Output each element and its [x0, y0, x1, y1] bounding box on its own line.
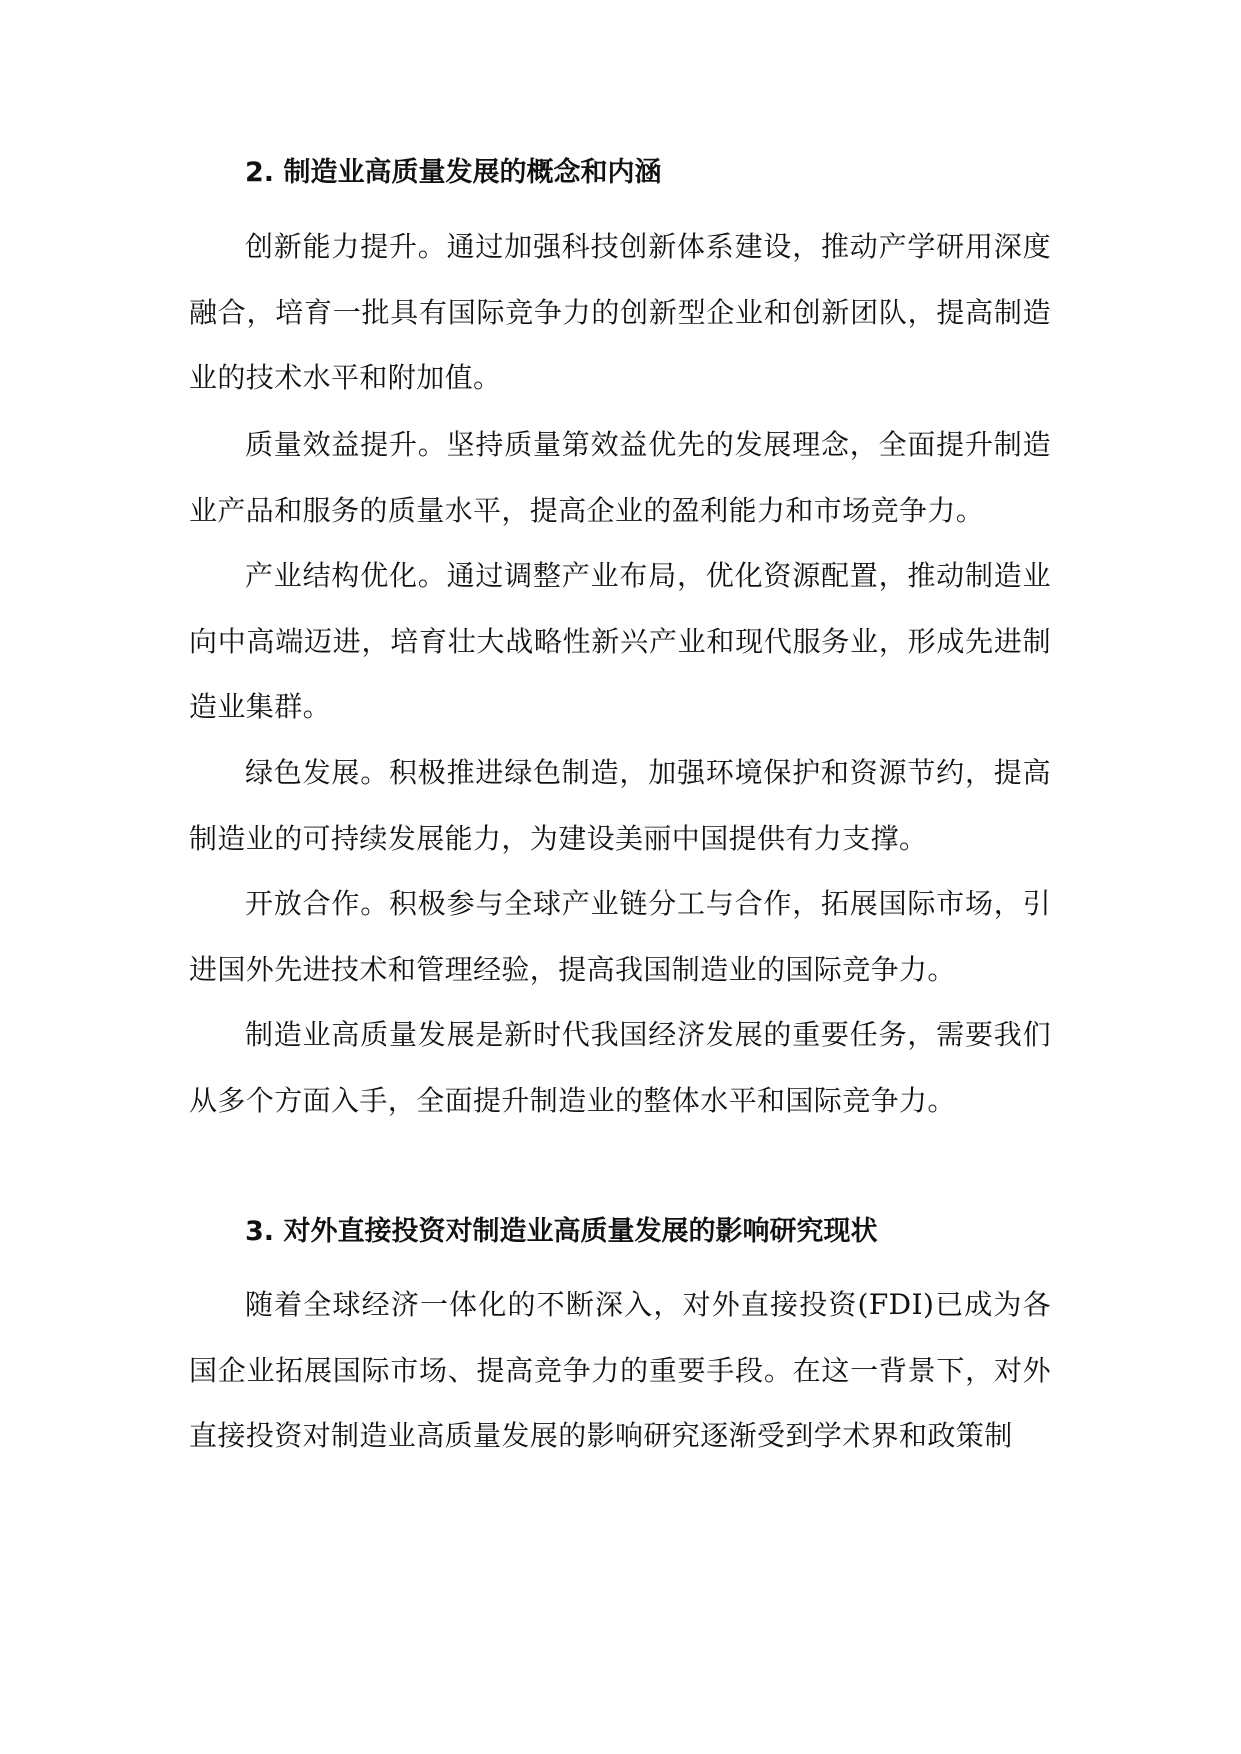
- section-2-heading: 2. 制造业高质量发展的概念和内涵: [245, 157, 662, 188]
- paragraph-industrial-structure: 产业结构优化。通过调整产业布局，优化资源配置，推动制造业向中高端迈进，培育壮大战略性新兴产业和现代服务业，形成先进制造业集群。: [189, 559, 1051, 724]
- paragraph-open-cooperation: 开放合作。积极参与全球产业链分工与合作，拓展国际市场，引进国外先进技术和管理经验，提高我国制造业的国际竞争力。: [189, 887, 1051, 986]
- paragraph-green-development: 绿色发展。积极推进绿色制造，加强环境保护和资源节约，提高制造业的可持续发展能力，为建设美丽中国提供有力支撑。: [189, 756, 1051, 855]
- document-page: [189, 0, 1051, 1754]
- paragraph-summary: 制造业高质量发展是新时代我国经济发展的重要任务，需要我们从多个方面入手，全面提升制造业的整体水平和国际竞争力。: [189, 1018, 1051, 1117]
- paragraph-fdi-background: 随着全球经济一体化的不断深入，对外直接投资(FDI)已成为各国企业拓展国际市场、提高竞争力的重要手段。在这一背景下，对外直接投资对制造业高质量发展的影响研究逐渐受到学术界和政策制: [189, 1288, 1051, 1453]
- section-3-heading: 3. 对外直接投资对制造业高质量发展的影响研究现状: [245, 1216, 878, 1247]
- paragraph-quality-efficiency: 质量效益提升。坚持质量第效益优先的发展理念，全面提升制造业产品和服务的质量水平，提高企业的盈利能力和市场竞争力。: [189, 428, 1051, 527]
- paragraph-innovation: 创新能力提升。通过加强科技创新体系建设，推动产学研用深度融合，培育一批具有国际竞争力的创新型企业和创新团队，提高制造业的技术水平和附加值。: [189, 230, 1051, 395]
